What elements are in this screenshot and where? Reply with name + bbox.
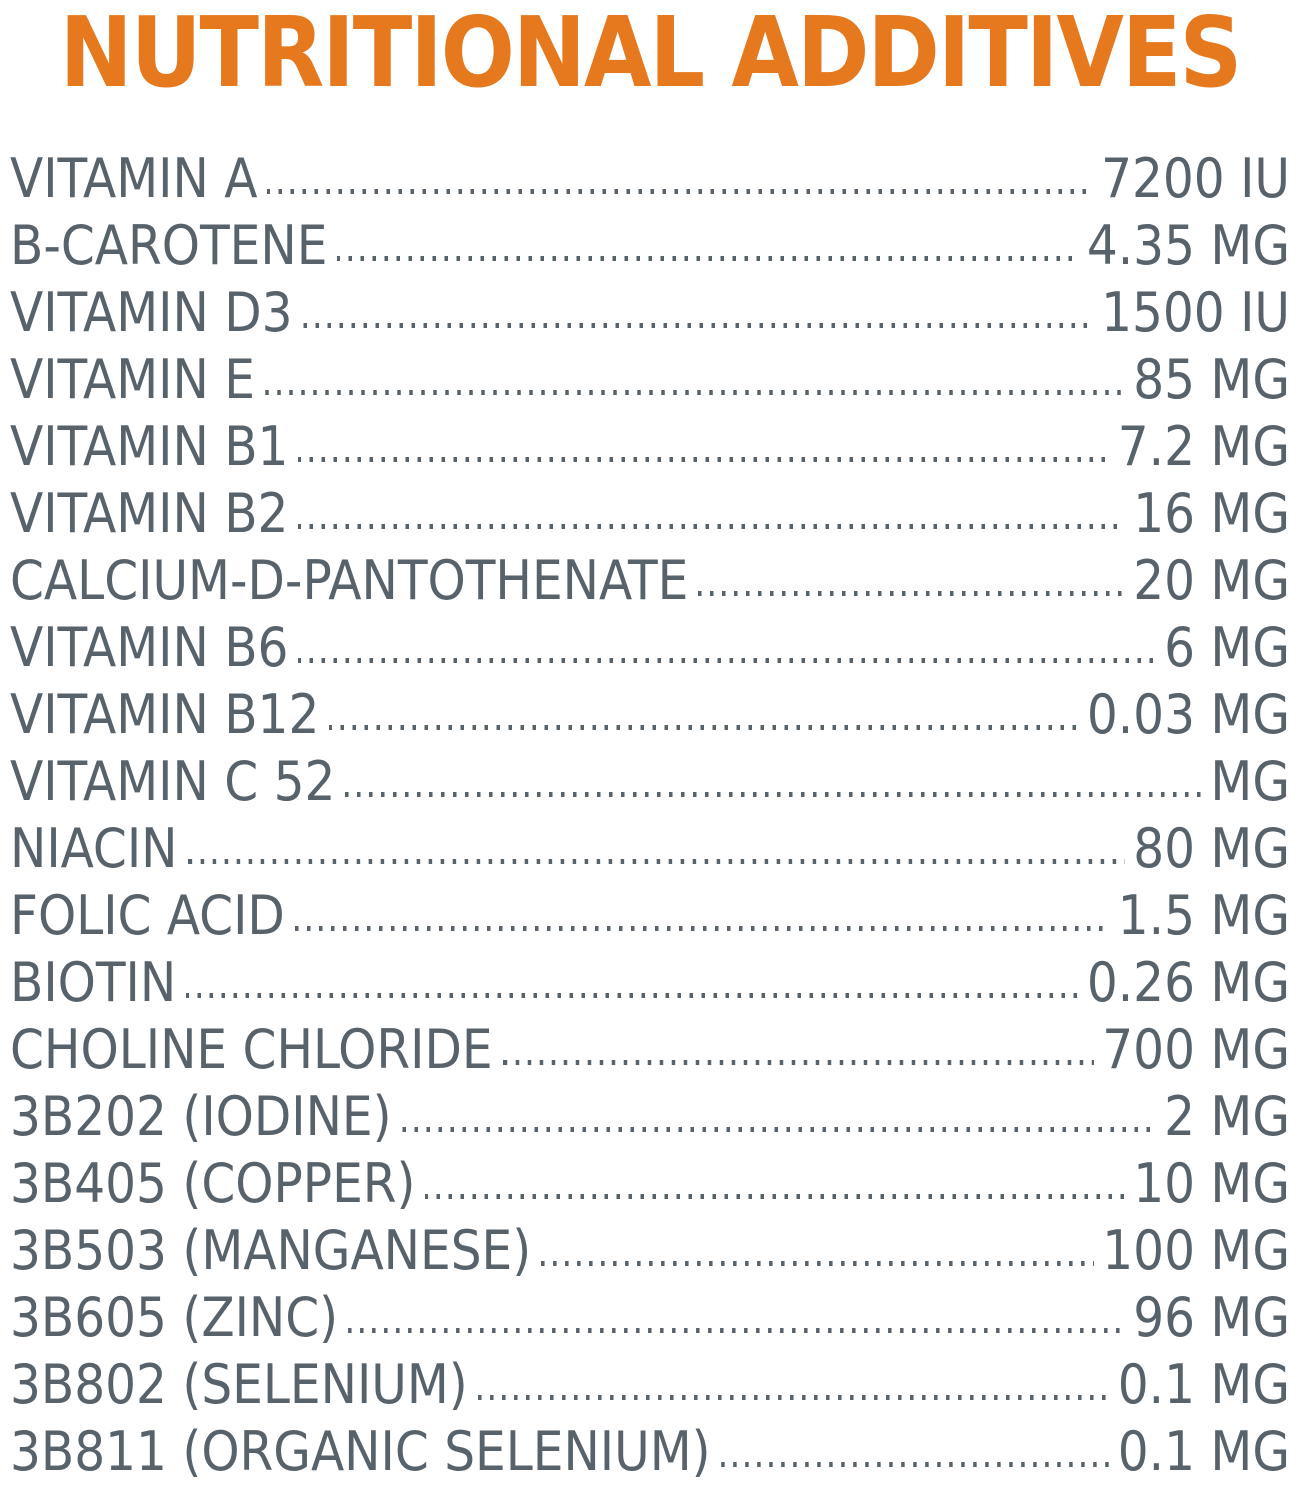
additive-row	[10, 541, 1290, 612]
additive-value: 1500 IU	[1101, 281, 1290, 344]
additive-row	[10, 273, 1290, 344]
additive-value: 96 MG	[1133, 1286, 1290, 1349]
additive-value: 1.5 MG	[1117, 884, 1290, 947]
additive-row	[10, 1345, 1290, 1416]
additive-name: VITAMIN C 52	[10, 750, 336, 813]
dot-leader	[503, 1060, 1095, 1065]
additive-row	[10, 1211, 1290, 1282]
additive-value: 7.2 MG	[1117, 415, 1290, 478]
dot-leader	[188, 859, 1126, 864]
dot-leader	[337, 256, 1078, 261]
additive-name: CALCIUM-D-PANTOTHENATE	[10, 549, 689, 612]
additive-value: 700 MG	[1102, 1018, 1290, 1081]
additive-name: NIACIN	[10, 817, 178, 880]
additive-row	[10, 1412, 1290, 1483]
additive-row	[10, 943, 1290, 1014]
additive-row	[10, 407, 1290, 478]
additive-row	[10, 340, 1290, 411]
additive-name: 3B802 (SELENIUM)	[10, 1353, 468, 1416]
dot-leader	[541, 1261, 1094, 1266]
dot-leader	[348, 1328, 1125, 1333]
additive-name: FOLIC ACID	[10, 884, 285, 947]
additive-name: 3B605 (ZINC)	[10, 1286, 339, 1349]
additive-name: VITAMIN B2	[10, 482, 289, 545]
additive-row	[10, 1010, 1290, 1081]
additive-name: 3B405 (COPPER)	[10, 1152, 416, 1215]
additive-row	[10, 474, 1290, 545]
additive-row	[10, 742, 1290, 813]
additive-row	[10, 809, 1290, 880]
additive-value: 85 MG	[1133, 348, 1290, 411]
additive-value: 80 MG	[1133, 817, 1290, 880]
dot-leader	[402, 1127, 1157, 1132]
additive-value: MG	[1210, 750, 1290, 813]
additive-value: 0.03 MG	[1086, 683, 1290, 746]
additive-row	[10, 608, 1290, 679]
additive-row	[10, 1144, 1290, 1215]
additive-row	[10, 206, 1290, 277]
additive-value: 2 MG	[1164, 1085, 1290, 1148]
additive-value: 16 MG	[1133, 482, 1290, 545]
additive-value: 20 MG	[1133, 549, 1290, 612]
page-title: NUTRITIONAL ADDITIVES	[59, 0, 1241, 109]
dot-leader	[186, 993, 1079, 998]
additive-name: VITAMIN E	[10, 348, 255, 411]
dot-leader	[295, 926, 1110, 931]
additives-list	[10, 139, 1290, 1483]
additive-row	[10, 876, 1290, 947]
dot-leader	[345, 792, 1202, 797]
additive-name: VITAMIN B1	[10, 415, 289, 478]
additive-value: 0.26 MG	[1086, 951, 1290, 1014]
additive-row	[10, 675, 1290, 746]
dot-leader	[298, 457, 1109, 462]
additive-name: VITAMIN B12	[10, 683, 320, 746]
additive-name: VITAMIN B6	[10, 616, 289, 679]
additive-name: 3B503 (MANGANESE)	[10, 1219, 532, 1282]
dot-leader	[698, 591, 1125, 596]
dot-leader	[478, 1395, 1110, 1400]
additive-name: VITAMIN A	[10, 147, 258, 210]
additive-name: BIOTIN	[10, 951, 177, 1014]
additive-value: 100 MG	[1102, 1219, 1290, 1282]
additive-value: 6 MG	[1164, 616, 1290, 679]
additive-value: 10 MG	[1133, 1152, 1290, 1215]
additive-value: 4.35 MG	[1086, 214, 1290, 277]
dot-leader	[303, 323, 1094, 328]
dot-leader	[265, 390, 1125, 395]
dot-leader	[267, 189, 1093, 194]
dot-leader	[298, 524, 1125, 529]
additive-row	[10, 139, 1290, 210]
additive-name: CHOLINE CHLORIDE	[10, 1018, 493, 1081]
dot-leader	[298, 658, 1156, 663]
additive-value: 0.1 MG	[1117, 1353, 1290, 1416]
additive-row	[10, 1077, 1290, 1148]
dot-leader	[721, 1462, 1110, 1467]
additive-name: VITAMIN D3	[10, 281, 293, 344]
additive-value: 0.1 MG	[1117, 1420, 1290, 1483]
additive-value: 7200 IU	[1101, 147, 1290, 210]
additive-name: B-CAROTENE	[10, 214, 328, 277]
additive-row	[10, 1278, 1290, 1349]
additive-name: 3B202 (IODINE)	[10, 1085, 392, 1148]
dot-leader	[425, 1194, 1125, 1199]
additive-name: 3B811 (ORGANIC SELENIUM)	[10, 1420, 711, 1483]
dot-leader	[329, 725, 1078, 730]
